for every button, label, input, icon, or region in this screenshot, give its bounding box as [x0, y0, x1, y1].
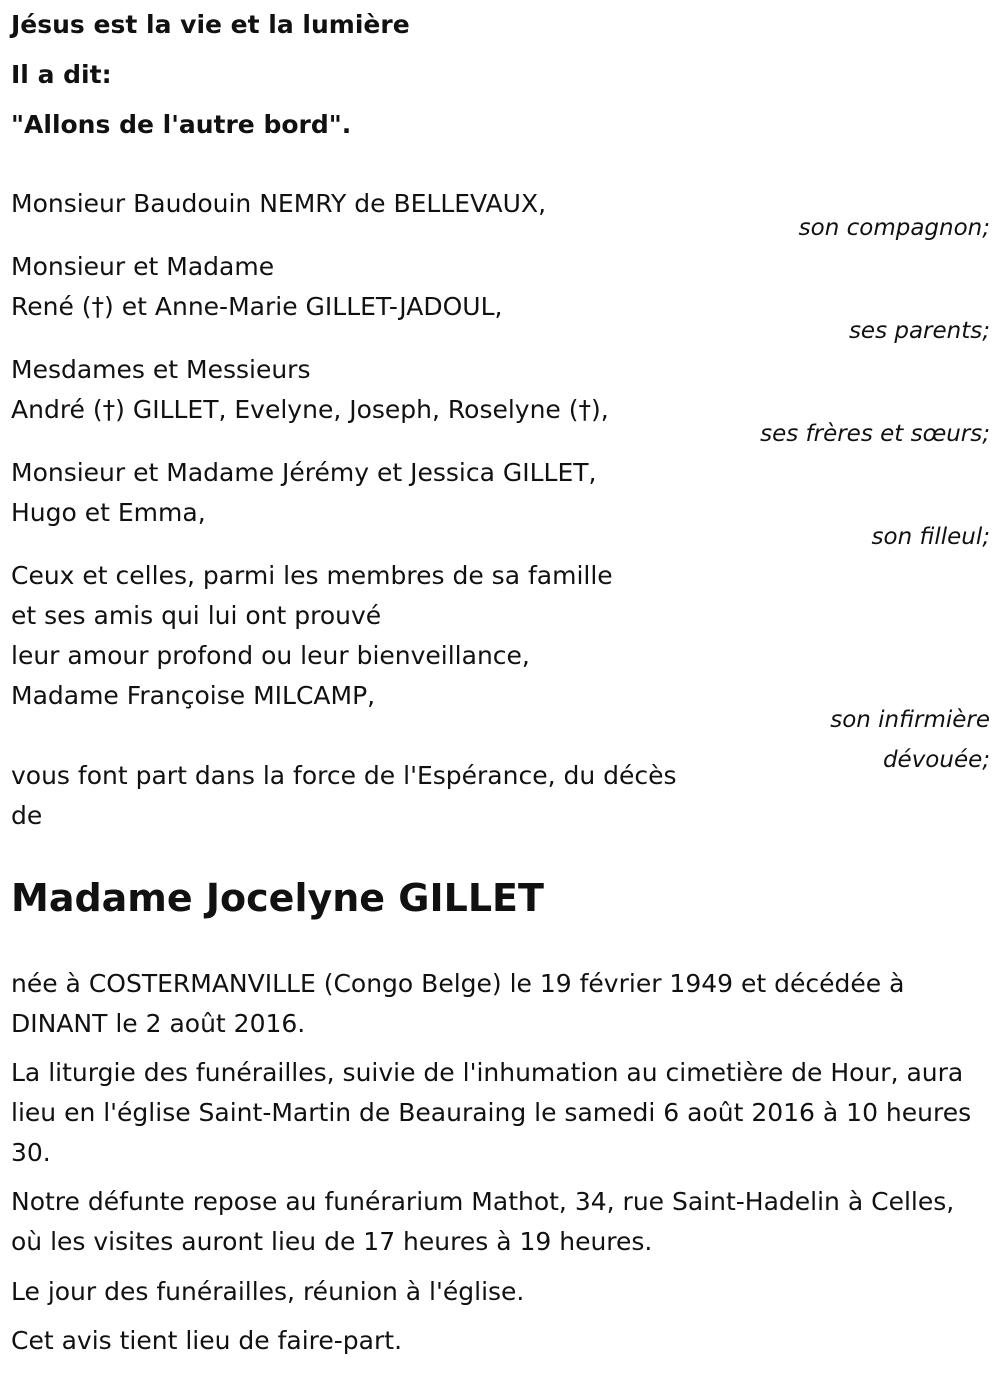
- birth-death-details: née à COSTERMANVILLE (Congo Belge) le 19 février 1949 et décédée à DINANT le 2 août 2016.: [11, 969, 905, 1038]
- family-siblings-line-1: Mesdames et Messieurs: [11, 355, 311, 384]
- meeting-details: Le jour des funérailles, réunion à l'église.: [11, 1277, 525, 1306]
- relation-parents: ses parents;: [848, 318, 990, 344]
- family-godchild-line-2: Hugo et Emma,: [11, 498, 206, 527]
- verse-line-2: Il a dit:: [11, 60, 112, 89]
- family-godchild-line-1: Monsieur et Madame Jérémy et Jessica GILLET,: [11, 458, 597, 487]
- verse-line-3: "Allons de l'autre bord".: [11, 110, 352, 139]
- relation-godchild: son filleul;: [871, 524, 990, 550]
- family-friends-line-3: leur amour profond ou leur bienveillance,: [11, 641, 530, 670]
- family-friends-line-2: et ses amis qui lui ont prouvé: [11, 601, 382, 630]
- family-friends-line-1: Ceux et celles, parmi les membres de sa famille: [11, 561, 613, 590]
- family-parents-line-2: René (†) et Anne-Marie GILLET-JADOUL,: [11, 292, 503, 321]
- relation-nurse-line-2: dévouée;: [882, 747, 990, 773]
- relation-nurse-line-1: son infirmière: [830, 707, 990, 733]
- verse-line-1: Jésus est la vie et la lumière: [11, 10, 410, 39]
- family-siblings-line-2: André (†) GILLET, Evelyne, Joseph, Roselyne (†),: [11, 395, 609, 424]
- funeral-liturgy-details: La liturgie des funérailles, suivie de l'inhumation au cimetière de Hour, aura lieu en l'église Saint-Martin de Beauraing le samedi 6 août 2016 à 10 heures 30.: [11, 1058, 972, 1167]
- relation-companion: son compagnon;: [798, 215, 990, 241]
- family-parents-line-1: Monsieur et Madame: [11, 252, 275, 281]
- family-companion-name: Monsieur Baudouin NEMRY de BELLEVAUX,: [11, 189, 547, 218]
- family-nurse-name: Madame Françoise MILCAMP,: [11, 681, 376, 710]
- funerarium-details: Notre défunte repose au funérarium Mathot, 34, rue Saint-Hadelin à Celles, où les visites auront lieu de 17 heures à 19 heures.: [11, 1187, 955, 1256]
- notice-closing: Cet avis tient lieu de faire-part.: [11, 1326, 403, 1355]
- deceased-name: Madame Jocelyne GILLET: [11, 876, 544, 920]
- announcement-line-1: vous font part dans la force de l'Espérance, du décès: [11, 761, 677, 790]
- relation-siblings: ses frères et sœurs;: [760, 421, 990, 447]
- announcement-line-2: de: [11, 801, 43, 830]
